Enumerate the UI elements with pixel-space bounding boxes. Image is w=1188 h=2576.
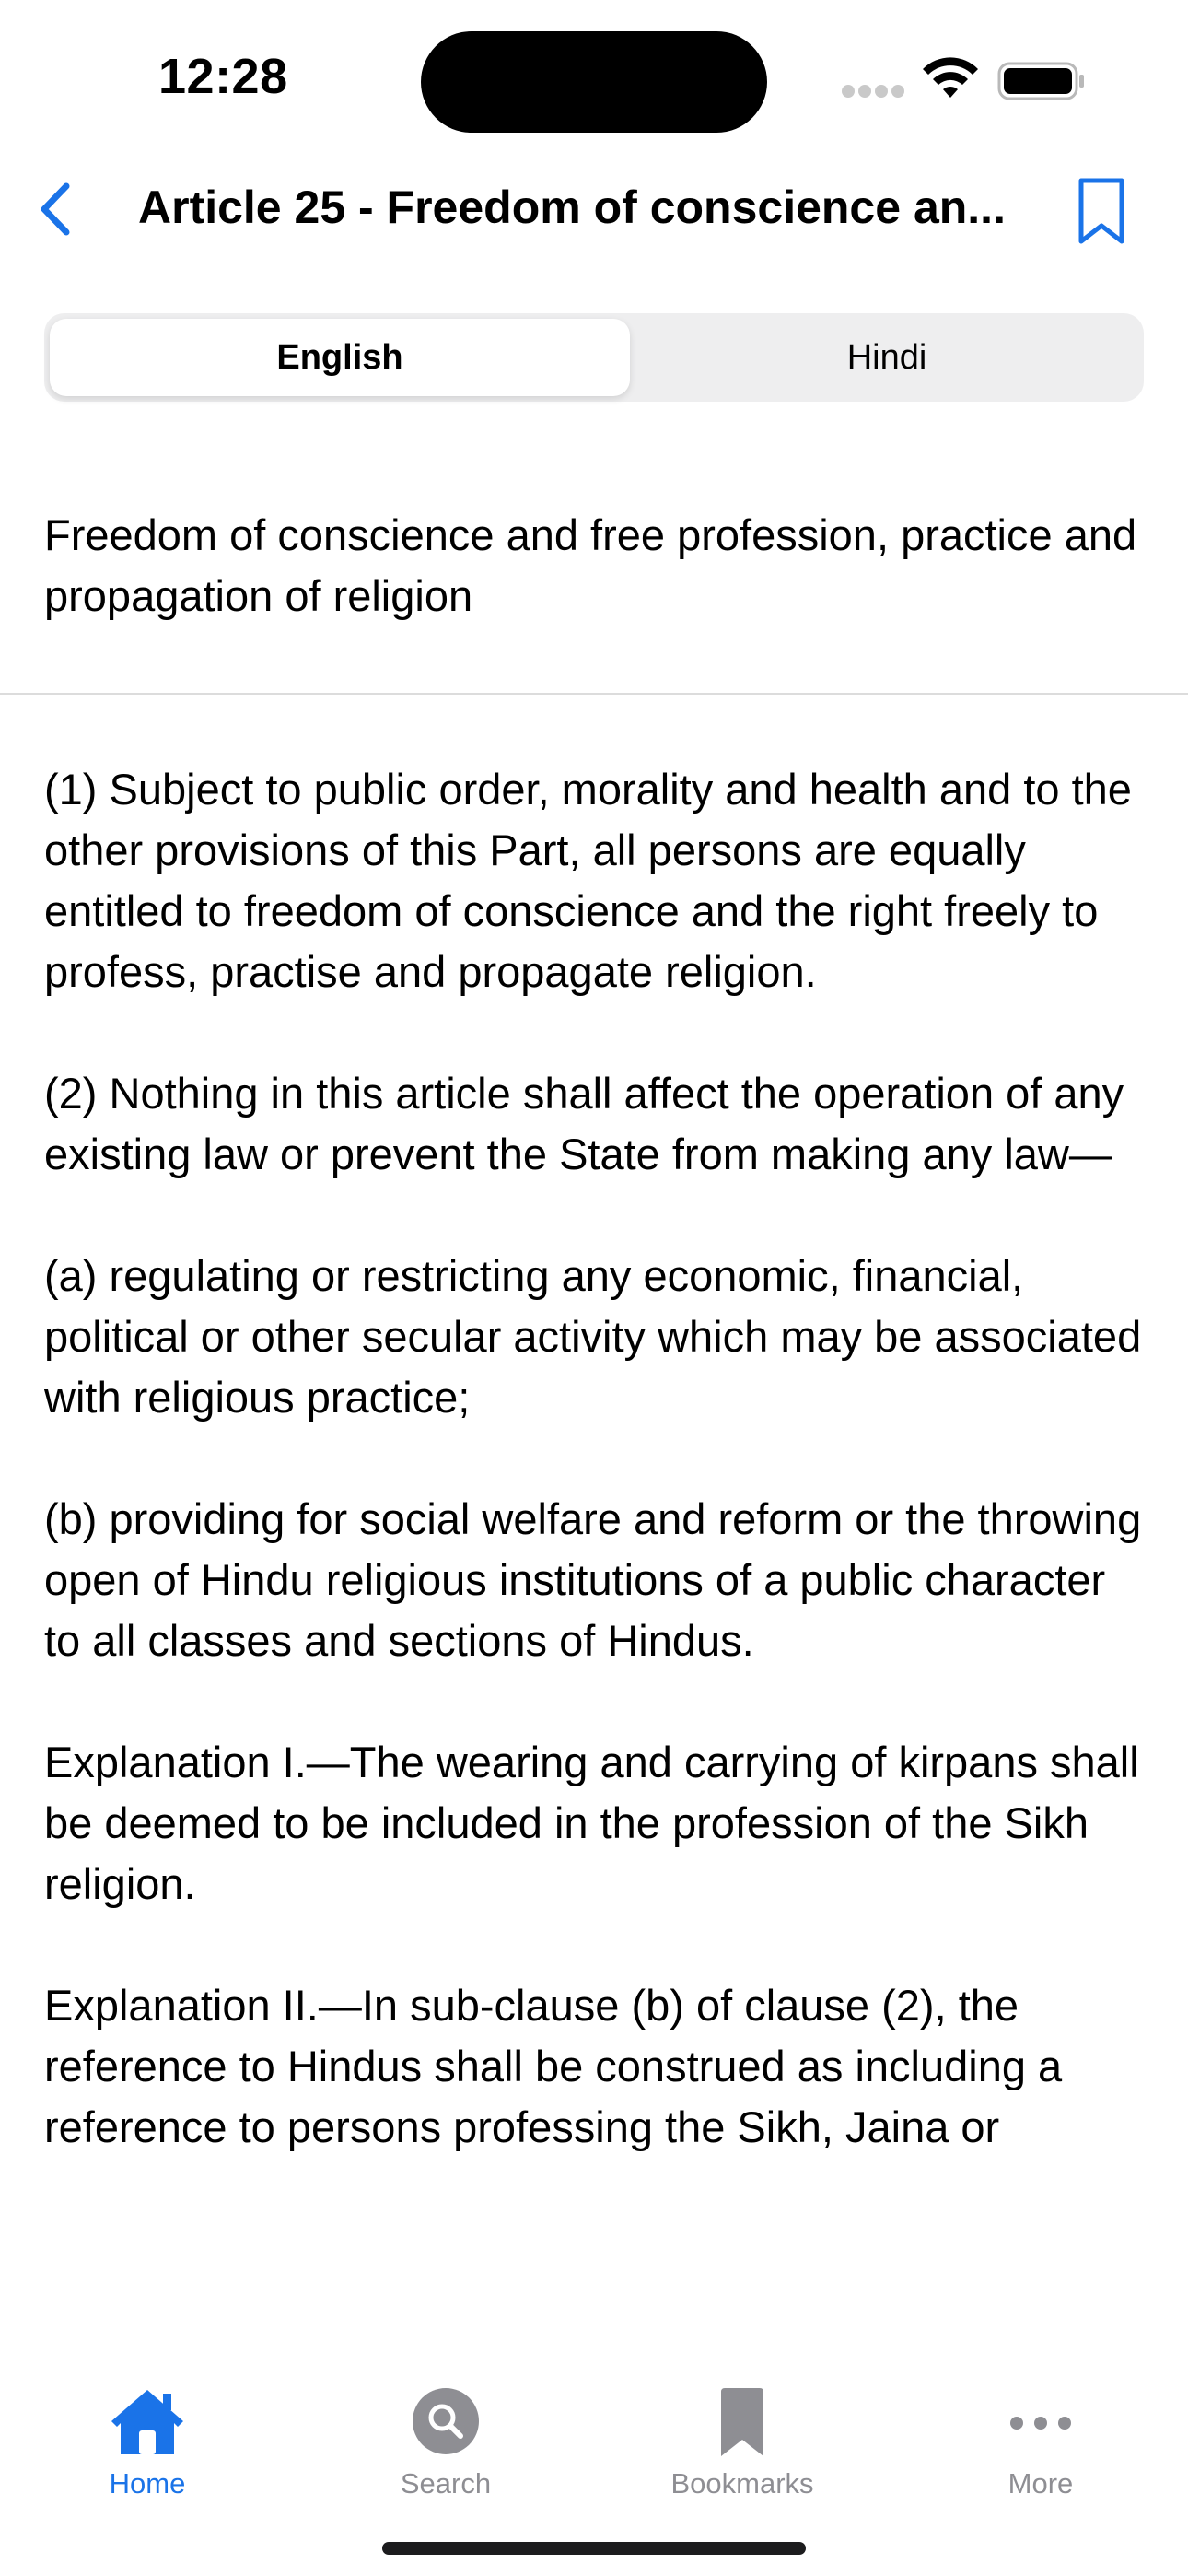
article-paragraph: (1) Subject to public order, morality and health and to the other provisions of this Part, all persons are equally entitled to freedom of conscience and the right freely to profess, practise and propagate religion. bbox=[44, 765, 1132, 996]
tab-more[interactable] bbox=[921, 2359, 1160, 2524]
article-paragraph: (2) Nothing in this article shall affect the operation of any existing law or prevent the State from making any law— bbox=[44, 1069, 1124, 1178]
tab-search[interactable] bbox=[326, 2359, 565, 2524]
article-body bbox=[44, 759, 1149, 2335]
tab-home-label: Home bbox=[109, 2467, 186, 2500]
status-time: 12:28 bbox=[158, 49, 288, 104]
battery-icon bbox=[997, 61, 1086, 101]
article-paragraph: (b) providing for social welfare and reform or the throwing open of Hindu religious institutions of a public character to all classes and sections of Hindus. bbox=[44, 1494, 1142, 1665]
language-segmented-control bbox=[44, 313, 1144, 402]
bookmark-button[interactable] bbox=[1076, 175, 1127, 249]
tab-bar bbox=[0, 2340, 1188, 2576]
tab-more-label: More bbox=[1007, 2467, 1074, 2500]
tab-home[interactable] bbox=[28, 2359, 267, 2524]
search-icon bbox=[411, 2386, 481, 2456]
article-paragraph: (a) regulating or restricting any economic, financial, political or other secular activity which may be associated with religious practice; bbox=[44, 1251, 1142, 1422]
bookmark-icon bbox=[717, 2386, 767, 2460]
segment-hindi[interactable]: Hindi bbox=[846, 337, 927, 377]
home-indicator bbox=[382, 2542, 806, 2555]
divider bbox=[0, 693, 1188, 695]
dynamic-island bbox=[421, 31, 767, 133]
article-paragraph: Explanation I.—The wearing and carrying of kirpans shall be deemed to be included in the profession of the Sikh religion. bbox=[44, 1738, 1139, 1908]
article-paragraph: Explanation II.—In sub-clause (b) of clause (2), the reference to Hindus shall be construed as including a reference to persons professing the Sikh, Jaina or bbox=[44, 1981, 1063, 2151]
wifi-icon bbox=[921, 55, 980, 101]
house-icon bbox=[108, 2386, 187, 2458]
article-subtitle: Freedom of conscience and free profession, practice and propagation of religion bbox=[44, 510, 1137, 620]
tab-bookmarks[interactable] bbox=[623, 2359, 862, 2524]
segment-english[interactable]: English bbox=[50, 319, 630, 396]
ellipsis-icon bbox=[1008, 2386, 1073, 2460]
back-button[interactable] bbox=[28, 177, 83, 241]
page-title: Article 25 - Freedom of conscience an... bbox=[138, 181, 1006, 233]
tab-search-label: Search bbox=[400, 2467, 492, 2500]
cellular-signal-icon bbox=[842, 85, 906, 100]
tab-bookmarks-label: Bookmarks bbox=[670, 2467, 814, 2500]
